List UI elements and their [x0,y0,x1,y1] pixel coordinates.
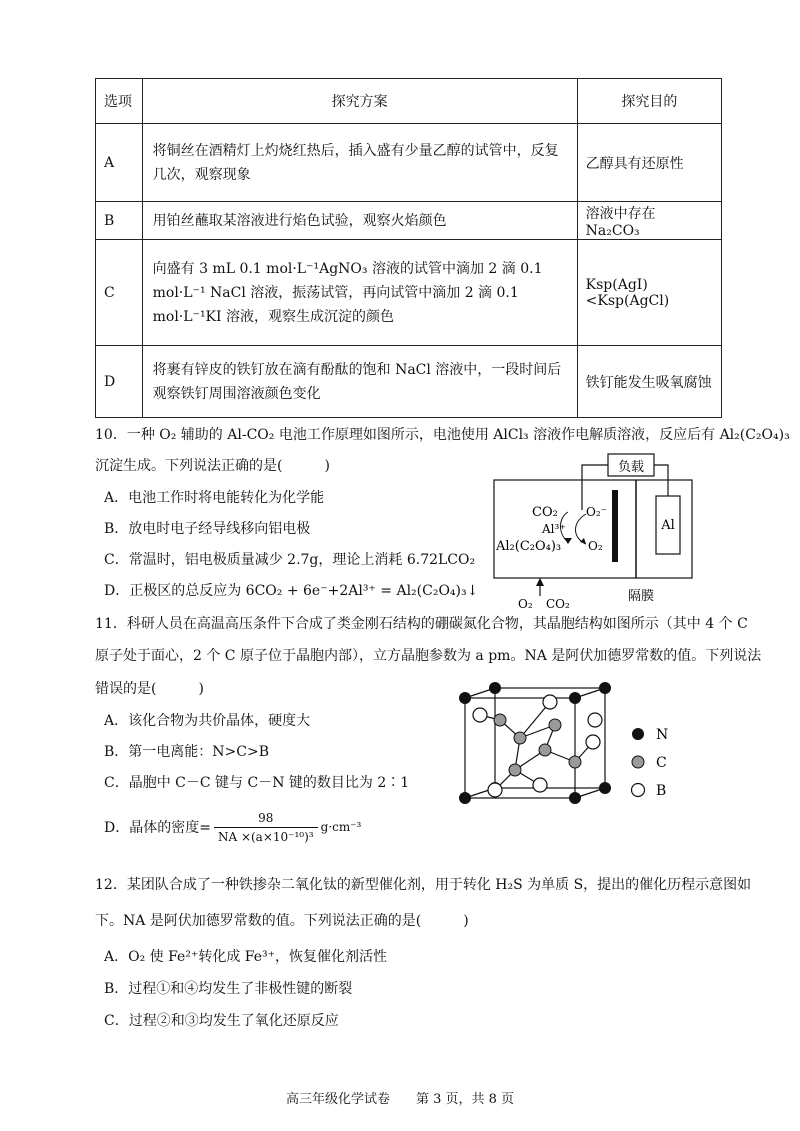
q11-option-d [104,805,361,849]
bottom-o2-label: O₂ [518,597,533,611]
q11-option-b: B．第一电离能：N>C>B [104,744,269,760]
co2-label: CO₂ [532,505,558,520]
row-option: A [96,124,143,202]
q12-option-a: A．O₂ 使 Fe²⁺转化成 Fe³⁺，恢复催化剂活性 [104,949,388,965]
al3-label: Al³⁺ [542,522,566,536]
row-goal: 铁钉能发生吸氧腐蚀 [577,346,721,418]
row-plan: 将裹有锌皮的铁钉放在滴有酚酞的饱和 NaCl 溶液中，一段时间后观察铁钉周围溶液颜色变化 [142,346,577,418]
oxalate-label: Al₂(C₂O₄)₃ [496,539,562,554]
cathode-plate [612,490,618,562]
q11-option-c: C．晶胞中 C－C 键与 C－N 键的数目比为 2∶1 [104,775,410,791]
row-plan: 将铜丝在酒精灯上灼烧红热后，插入盛有少量乙醇的试管中，反复几次，观察现象 [142,124,577,202]
q11-option-d-prefix: D．晶体的密度= [104,820,211,836]
b-atoms [473,695,602,797]
page-footer: 高三年级化学试卷 第 3 页，共 8 页 [285,1092,515,1107]
legend-n-swatch [632,728,644,740]
density-fraction [214,811,318,844]
battery-diagram [488,450,698,612]
q12-option-b: B．过程①和④均发生了非极性键的断裂 [104,981,353,997]
header-plan: 探究方案 [142,79,577,124]
table-row [96,202,722,240]
al-label: Al [661,518,675,533]
row-plan: 向盛有 3 mL 0.1 mol·L⁻¹AgNO₃ 溶液的试管中滴加 2 滴 0.1 mol·L⁻¹ NaCl 溶液，振荡试管，再向试管中滴加 2 滴 0.1 mol·L⁻¹KI 溶液，观察生成沉淀的颜色 [142,240,577,346]
q11-stem-line3: 错误的是( ) [95,681,204,697]
legend-n-label: N [656,727,669,743]
legend-b-swatch [632,784,645,797]
legend-c-swatch [632,756,644,768]
q10-option-c: C．常温时，铝电极质量减少 2.7g，理论上消耗 6.72LCO₂ [104,552,476,568]
table-row [96,124,722,202]
legend-b-label: B [656,783,667,799]
q10-stem-line1: 10．一种 O₂ 辅助的 Al-CO₂ 电池工作原理如图所示，电池使用 AlCl₃ 溶液作电解质溶液，反应后有 Al₂(C₂O₄)₃ [95,427,790,443]
header-goal: 探究目的 [577,79,721,124]
bottom-co2-label: CO₂ [546,597,570,611]
crystal-cell-diagram [455,680,655,810]
density-denominator: NA ×(a×10⁻¹⁰)³ [214,827,318,844]
row-goal: 溶液中存在 Na₂CO₃ [577,202,721,240]
q10-stem-line2: 沉淀生成。下列说法正确的是( ) [95,458,330,474]
table-row [96,240,722,346]
row-option: B [96,202,143,240]
experiment-table [95,78,722,418]
o2-label: O₂ [588,539,603,553]
load-label: 负载 [617,460,645,475]
row-option: D [96,346,143,418]
q12-stem-line2: 下。NA 是阿伏加德罗常数的值。下列说法正确的是( ) [95,913,469,929]
density-numerator: 98 [258,810,274,825]
q10-option-b: B．放电时电子经导线移向铝电极 [104,521,311,537]
table-row [96,346,722,418]
crystal-legend [628,724,708,804]
q12-option-c: C．过程②和③均发生了氧化还原反应 [104,1013,339,1029]
q11-stem-line1: 11．科研人员在高温高压条件下合成了类金刚石结构的硼碳氮化合物，其晶胞结构如图所示（其中 4 个 C [95,616,748,632]
row-plan: 用铂丝蘸取某溶液进行焰色试验，观察火焰颜色 [142,202,577,240]
q10-option-a: A．电池工作时将电能转化为化学能 [104,490,325,506]
q10-option-d: D．正极区的总反应为 6CO₂ + 6e⁻+2Al³⁺ = Al₂(C₂O₄)₃↓ [104,583,479,599]
header-option: 选项 [96,79,143,124]
row-goal: Ksp(AgI)<Ksp(AgCl) [577,240,721,346]
q11-stem-line2: 原子处于面心，2 个 C 原子位于晶胞内部），立方晶胞参数为 a pm。NA 是阿伏加德罗常数的值。下列说法 [95,648,762,664]
density-unit: g·cm⁻³ [320,820,362,834]
row-option: C [96,240,143,346]
o2-minus-label: O₂⁻ [586,505,607,519]
membrane-label: 隔膜 [628,589,655,604]
legend-c-label: C [656,755,667,771]
table-header-row [96,79,722,124]
q12-stem-line1: 12．某团队合成了一种铁掺杂二氧化钛的新型催化剂，用于转化 H₂S 为单质 S，提出的催化历程示意图如 [95,877,752,893]
q11-option-a: A．该化合物为共价晶体，硬度大 [104,713,311,729]
row-goal: 乙醇具有还原性 [577,124,721,202]
c-atoms [494,714,581,776]
